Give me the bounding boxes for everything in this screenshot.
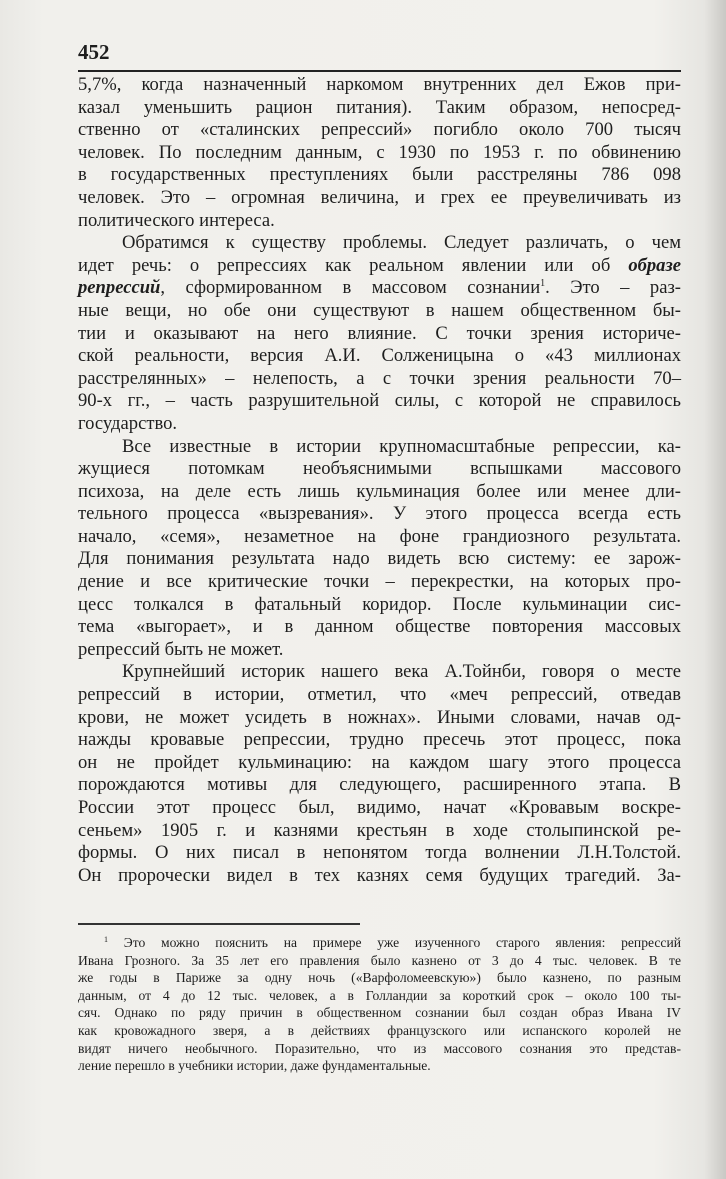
header-rule <box>78 70 681 72</box>
text-run: сяч. Однако по ряду причин в общественном сознании был создан образ Ивана IV <box>78 1005 681 1021</box>
text-run: России этот процесс был, видимо, начат «Кровавым воскре- <box>78 797 681 818</box>
text-line <box>78 820 681 843</box>
text-line <box>78 707 681 730</box>
text-line <box>78 774 681 797</box>
text-run: данным, от 4 до 12 тыс. человек, а в Голландии за короткий срок – около 100 ты- <box>78 987 681 1003</box>
text-line <box>78 277 681 300</box>
text-line <box>78 865 681 888</box>
paragraph <box>78 232 681 435</box>
footnote-marker: 1 <box>540 278 546 290</box>
text-run: тема «выгорает», и в данном обществе повторения массовых <box>78 616 681 638</box>
text-run: жущиеся потомкам необъяснимыми вспышками массового <box>78 458 681 480</box>
footnote <box>78 934 681 1075</box>
text-line <box>78 390 681 413</box>
emphasis-text: репрессий <box>78 277 161 299</box>
text-line <box>78 1004 681 1022</box>
text-line <box>78 187 681 210</box>
text-line <box>78 639 681 662</box>
text-run: политического интереса. <box>78 209 275 231</box>
text-run: порождаются мотивы для следующего, расширенного этапа. В <box>78 774 681 796</box>
text-run: Ивана Грозного. За 35 лет его правления было казнено от 3 до 4 тыс. человек. В те <box>78 952 681 968</box>
text-run: казал уменьшить рацион питания). Таким образом, непосред- <box>78 96 681 118</box>
text-run: ные вещи, но обе они существуют в нашем общественном бы- <box>78 299 681 321</box>
text-line <box>78 571 681 594</box>
text-line <box>78 74 681 97</box>
text-line <box>78 842 681 865</box>
footnote-marker: 1 <box>104 935 108 944</box>
text-run: же годы в Париже за одну ночь («Варфоломеевскую») было казнено, по разным <box>78 970 681 986</box>
emphasis-text: образе <box>628 254 681 276</box>
text-line <box>78 797 681 820</box>
text-run: 5,7%, когда назначенный наркомом внутренних дел Ежов при- <box>78 74 681 95</box>
text-run: ственно от «сталинских репрессий» погибло около 700 тысяч <box>78 119 681 141</box>
text-run: репрессий быть не может. <box>78 638 284 660</box>
main-text <box>78 74 681 887</box>
text-line <box>78 97 681 120</box>
text-run: цесс толкался в фатальный коридор. После кульминации сис- <box>78 593 681 615</box>
text-line <box>78 119 681 142</box>
text-run: начало, «семя», незаметное на фоне грандиозного результата. <box>78 525 681 547</box>
footnote-rule <box>78 923 360 925</box>
text-line <box>78 684 681 707</box>
text-run: человек. Это – огромная величина, и грех ее преувеличивать из <box>78 186 681 208</box>
text-line <box>78 526 681 549</box>
text-run: тельного процесса «вызревания». У этого процесса всегда есть <box>78 503 681 525</box>
text-line <box>78 503 681 526</box>
text-line <box>78 616 681 639</box>
text-line <box>78 1040 681 1058</box>
text-run: , сформированном в массовом сознании <box>160 277 541 299</box>
paragraph <box>78 661 681 887</box>
text-run: Это можно пояснить на примере уже изученного старого явления: репрессий <box>108 935 681 950</box>
text-run: как кровожадного зверя, а в действиях французского или испанского королей не <box>78 1022 681 1038</box>
text-run: он не пройдет кульминацию: на каждом шагу этого процесса <box>78 751 681 773</box>
text-line <box>78 1022 681 1040</box>
text-line <box>78 210 681 233</box>
text-line <box>78 368 681 391</box>
text-run: в государственных преступлениях были расстреляны 786 098 <box>78 164 681 186</box>
text-run: Он пророчески видел в тех казнях семя будущих трагедий. За- <box>78 864 681 886</box>
text-run: Крупнейший историк нашего века А.Тойнби, говоря о месте <box>122 661 681 683</box>
text-line <box>78 345 681 368</box>
text-run: ление перешло в учебники истории, даже фундаментальные. <box>78 1058 431 1074</box>
text-line <box>78 934 681 952</box>
text-line <box>78 969 681 987</box>
text-line <box>78 481 681 504</box>
paragraph <box>78 436 681 662</box>
text-line <box>78 323 681 346</box>
text-line <box>78 458 681 481</box>
text-run: 90-х гг., – часть разрушительной силы, с которой не справилось <box>78 390 681 412</box>
text-line <box>78 548 681 571</box>
text-run: . Это – раз- <box>545 277 681 299</box>
text-run: тии и оказывают на него влияние. С точки зрения историче- <box>78 322 681 344</box>
text-run: формы. О них писал в непонятом тогда волнении Л.Н.Толстой. <box>78 842 681 864</box>
text-line <box>78 436 681 459</box>
paragraph <box>78 74 681 232</box>
text-run: психоза, на деле есть лишь кульминация более или менее дли- <box>78 480 681 502</box>
text-line <box>78 594 681 617</box>
text-line <box>78 952 681 970</box>
text-run: идет речь: о репрессиях как реальном явлении или об <box>78 254 629 276</box>
text-run: крови, не может усидеть в ножнах». Иными словами, начав од- <box>78 706 681 728</box>
text-line <box>78 413 681 436</box>
text-line <box>78 142 681 165</box>
text-run: Для понимания результата надо видеть всю систему: ее зарож- <box>78 548 681 570</box>
text-line <box>78 752 681 775</box>
text-run: ской реальности, версия А.И. Солженицына о «43 миллионах <box>78 345 681 367</box>
text-run: государство. <box>78 412 178 434</box>
text-line <box>78 255 681 278</box>
text-run: видят ничего необычного. Поразительно, что из массового сознания это представ- <box>78 1040 681 1056</box>
text-run: сеньем» 1905 г. и казнями крестьян в ходе столыпинской ре- <box>78 819 681 841</box>
page-number: 452 <box>78 40 110 64</box>
text-line <box>78 300 681 323</box>
text-run: человек. По последним данным, с 1930 по 1953 г. по обвинению <box>78 141 681 163</box>
text-run: Обратимся к существу проблемы. Следует различать, о чем <box>122 232 681 254</box>
text-run: нажды кровавые репрессии, трудно пресечь этот процесс, пока <box>78 729 681 751</box>
text-run: расстрелянных» – нелепость, а с точки зрения реальности 70– <box>78 367 681 389</box>
text-line <box>78 164 681 187</box>
text-line <box>78 729 681 752</box>
text-run: Все известные в истории крупномасштабные репрессии, ка- <box>122 435 681 457</box>
text-run: репрессий в истории, отметил, что «меч репрессий, отведав <box>78 684 681 706</box>
text-line <box>78 232 681 255</box>
text-line <box>78 1057 681 1075</box>
text-line <box>78 987 681 1005</box>
text-line <box>78 661 681 684</box>
text-run: дение и все критические точки – перекрестки, на которых про- <box>78 571 681 593</box>
